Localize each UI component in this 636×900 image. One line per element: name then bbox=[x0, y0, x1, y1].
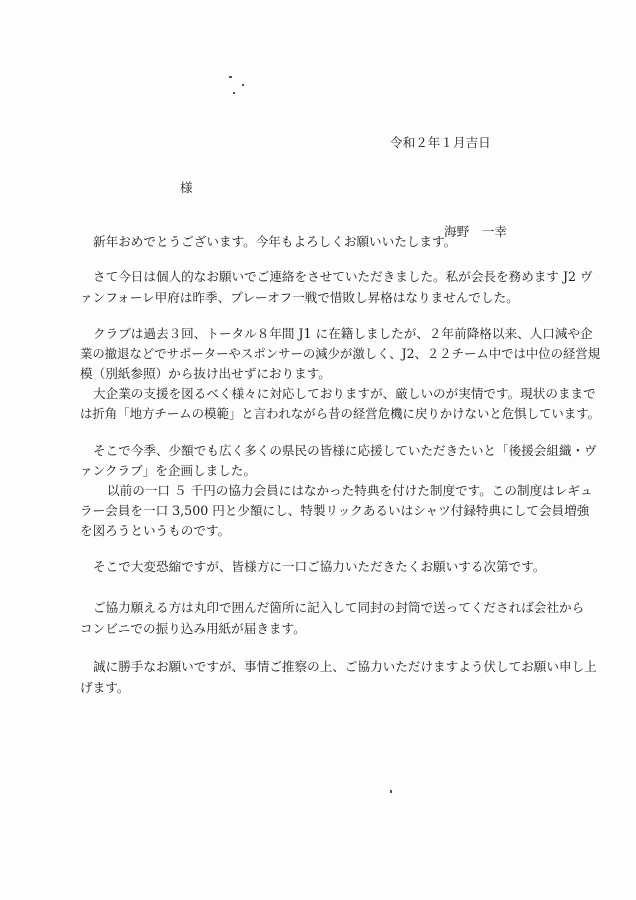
body-line: ご協力願える方は丸印で囲んだ箇所に記入して同封の封筒で送ってくだされば会社から bbox=[93, 600, 585, 615]
body-line: 以前の一口 ５ 千円の協力会員にはなかった特典を付けた制度です。この制度はレギュ bbox=[107, 483, 593, 498]
body-line: クラブは過去３回、トータル８年間 J1 に在籍しましたが、２年前降格以来、人口減や企 bbox=[93, 326, 593, 341]
recipient-honorific: 様 bbox=[180, 180, 193, 195]
body-line: は折角「地方チームの模範」と言われながら昔の経営危機に戻りかけないと危惧しています。 bbox=[80, 406, 601, 421]
body-line: 誠に勝手なお願いですが、事情ご推察の上、ご協力いただけますよう伏してお願い申し上 bbox=[93, 659, 597, 674]
body-line: さて今日は個人的なお願いでご連絡をさせていただきました。私が会長を務めます J2 ヴ bbox=[93, 269, 593, 284]
body-line: げます。 bbox=[80, 680, 130, 695]
greeting-line: 新年おめでとうございます。今年もよろしくお願いいたします。 bbox=[93, 234, 457, 249]
body-line: ァンクラブ」を企画しました。 bbox=[80, 463, 257, 478]
scan-speck bbox=[229, 76, 232, 78]
body-line: ァンフォーレ甲府は昨季、プレーオフ一戦で惜敗し昇格はなりませんでした。 bbox=[80, 290, 519, 305]
body-line: 模（別紙参照）から抜け出せずにおります。 bbox=[80, 366, 331, 381]
scan-speck bbox=[242, 84, 244, 86]
body-line: そこで今季、少額でも広く多くの県民の皆様に応援していただきたいと「後援会組織・ヴ bbox=[93, 443, 597, 458]
letter-date: 令和２年１月吉日 bbox=[390, 135, 491, 150]
body-line: を図ろうというものです。 bbox=[80, 523, 231, 538]
sender-name: 海野 一幸 bbox=[444, 224, 507, 239]
scan-speck bbox=[390, 790, 392, 793]
body-line: 大企業の支援を図るべく様々に対応しておりますが、厳しいのが実情です。現状のままで bbox=[93, 386, 596, 401]
body-line: ラー会員を一口 3,500 円と少額にし、特製リックあるいはシャツ付録特典にして会員増強 bbox=[80, 503, 590, 518]
body-line: 業の撤退などでサポーターやスポンサーの減少が激しく、J2、２２チーム中では中位の経営規 bbox=[80, 346, 601, 361]
scan-speck bbox=[233, 92, 235, 94]
body-line: コンビニでの振り込み用紙が届きます。 bbox=[80, 621, 306, 636]
body-line: そこで大変恐縮ですが、皆様方に一口ご協力いただきたくお願いする次第です。 bbox=[93, 559, 546, 574]
